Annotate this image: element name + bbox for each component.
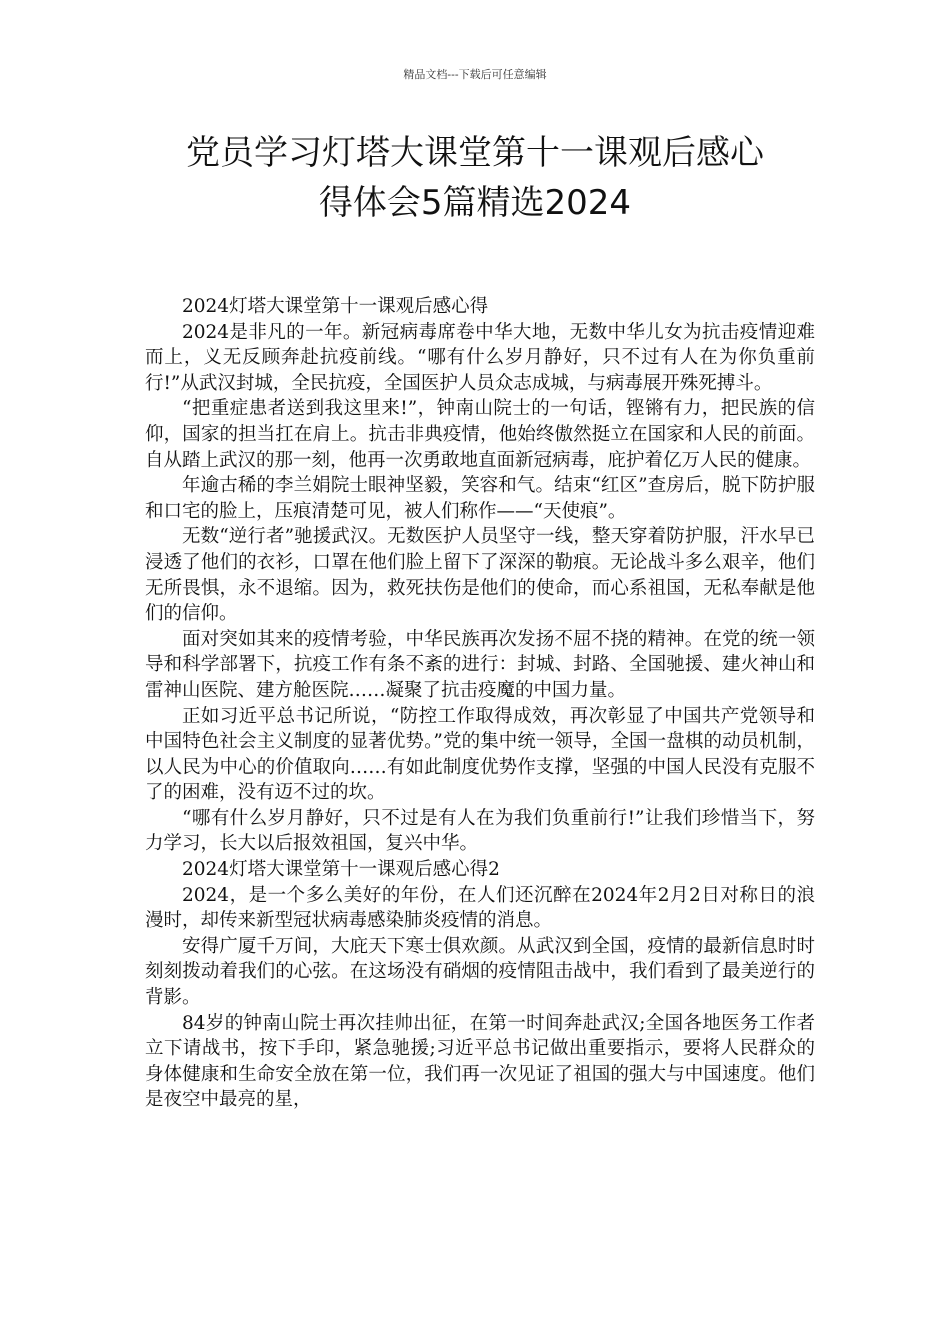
header-note: 精品文档---下载后可任意编辑 — [403, 68, 547, 81]
section-heading: 2024灯塔大课堂第十一课观后感心得2 — [182, 859, 500, 881]
title-line-1: 党员学习灯塔大课堂第十一课观后感心 — [186, 133, 764, 173]
title-line-2: 得体会5篇精选2024 — [318, 183, 632, 223]
paragraph: 2024是非凡的一年。新冠病毒席卷中华大地，无数中华儿女为抗击疫情迎难而上，义无反顾奔赴抗疫前线。“哪有什么岁月静好，只不过有人在为你负重前行!”从武汉封城，全民抗疫，全国医护人员众志成城，与病毒展开殊死搏斗。 — [145, 321, 815, 394]
paragraph: 84岁的钟南山院士再次挂帅出征，在第一时间奔赴武汉;全国各地医务工作者立下请战书，按下手印，紧急驰援;习近平总书记做出重要指示，要将人民群众的身体健康和生命安全放在第一位，我们再一次见证了祖国的强大与中国速度。他们是夜空中最亮的星， — [145, 1012, 815, 1111]
paragraph: 年逾古稀的李兰娟院士眼神坚毅，笑容和气。结束“红区”查房后，脱下防护服和口宅的脸上，压痕清楚可见，被人们称作——“天使痕”。 — [145, 475, 815, 522]
paragraph: “把重症患者送到我这里来!”，钟南山院士的一句话，铿锵有力，把民族的信仰，国家的担当扛在肩上。抗击非典疫情，他始终傲然挺立在国家和人民的前面。自从踏上武汉的那一刻，他再一次勇敢地直面新冠病毒，庇护着亿万人民的健康。 — [145, 398, 815, 471]
paragraph: 正如习近平总书记所说，“防控工作取得成效，再次彰显了中国共产党领导和中国特色社会主义制度的显著优势。”党的集中统一领导，全国一盘棋的动员机制，以人民为中心的价值取向……有如此制度优势作支撑，坚强的中国人民没有克服不了的困难，没有迈不过的坎。 — [145, 705, 815, 804]
paragraph: 无数“逆行者”驰援武汉。无数医护人员坚守一线，整天穿着防护服，汗水早已浸透了他们的衣衫，口罩在他们脸上留下了深深的勒痕。无论战斗多么艰辛，他们无所畏惧，永不退缩。因为，救死扶伤是他们的使命，而心系祖国，无私奉献是他们的信仰。 — [145, 526, 815, 625]
document-body — [145, 294, 815, 1113]
paragraph: 2024，是一个多么美好的年份，在人们还沉醉在2024年2月2日对称日的浪漫时，却传来新型冠状病毒感染肺炎疫情的消息。 — [145, 884, 815, 932]
paragraph: 面对突如其来的疫情考验，中华民族再次发扬不屈不挠的精神。在党的统一领导和科学部署下，抗疫工作有条不紊的进行：封城、封路、全国驰援、建火神山和雷神山医院、建方舱医院……凝聚了抗击疫魔的中国力量。 — [145, 628, 815, 701]
section-heading: 2024灯塔大课堂第十一课观后感心得 — [182, 296, 489, 317]
paragraph: “哪有什么岁月静好，只不过是有人在为我们负重前行!”让我们珍惜当下，努力学习，长大以后报效祖国，复兴中华。 — [145, 807, 815, 855]
document-title — [100, 128, 850, 228]
paragraph: 安得广厦千万间，大庇天下寒士俱欢颜。从武汉到全国，疫情的最新信息时时刻刻拨动着我们的心弦。在这场没有硝烟的疫情阻击战中，我们看到了最美逆行的背影。 — [145, 935, 815, 1009]
